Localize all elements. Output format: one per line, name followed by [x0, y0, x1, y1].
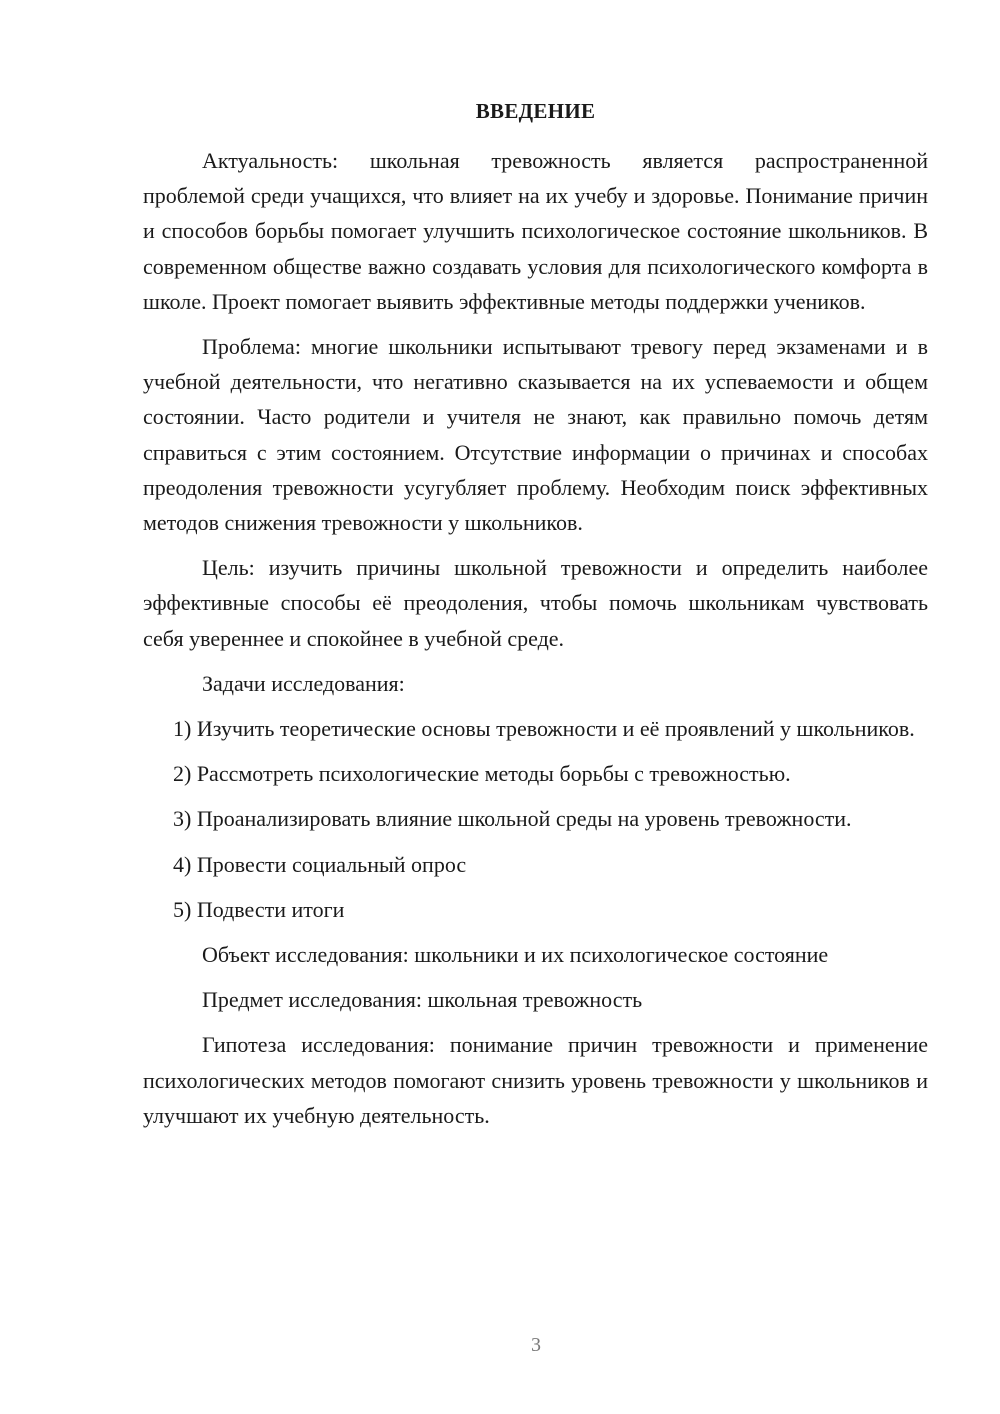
paragraph-relevance: Актуальность: школьная тревожность является распространенной проблемой среди учащихся, что влияет на их учебу и здоровье. Понимание причин и способов борьбы помогает улучшить психологическое состояние школьников. В современном обществе важно создавать условия для психологического комфорта в школе. Проект помогает выявить эффективные методы поддержки учеников. — [143, 148, 928, 314]
task-item-3: 3) Проанализировать влияние школьной среды на уровень тревожности. — [173, 806, 852, 832]
paragraph-problem: Проблема: многие школьники испытывают тревогу перед экзаменами и в учебной деятельности, что негативно сказывается на их успеваемости и общем состоянии. Часто родители и учителя не знают, как правильно помочь детям справиться с этим состоянием. Отсутствие информации о причинах и способах преодоления тревожности усугубляет проблему. Необходим поиск эффективных методов снижения тревожности у школьников. — [143, 334, 928, 536]
task-item-1: 1) Изучить теоретические основы тревожности и её проявлений у школьников. — [173, 716, 915, 742]
paragraph-goal: Цель: изучить причины школьной тревожности и определить наиболее эффективные способы её преодоления, чтобы помочь школьникам чувствовать себя увереннее и спокойнее в учебной среде. — [143, 555, 928, 651]
task-item-4: 4) Провести социальный опрос — [173, 851, 467, 877]
section-heading: ВВЕДЕНИЕ — [475, 99, 596, 123]
page-number: 3 — [531, 1334, 541, 1356]
paragraph-subject: Предмет исследования: школьная тревожность — [202, 987, 643, 1013]
task-item-2: 2) Рассмотреть психологические методы борьбы с тревожностью. — [173, 761, 791, 787]
paragraph-object: Объект исследования: школьники и их психологическое состояние — [202, 942, 829, 968]
tasks-heading: Задачи исследования: — [202, 670, 405, 696]
task-item-5: 5) Подвести итоги — [173, 896, 345, 922]
document-body — [143, 143, 928, 1143]
paragraph-hypothesis: Гипотеза исследования: понимание причин тревожности и применение психологических методов помогают снизить уровень тревожности у школьников и улучшают их учебную деятельность. — [143, 1032, 928, 1128]
